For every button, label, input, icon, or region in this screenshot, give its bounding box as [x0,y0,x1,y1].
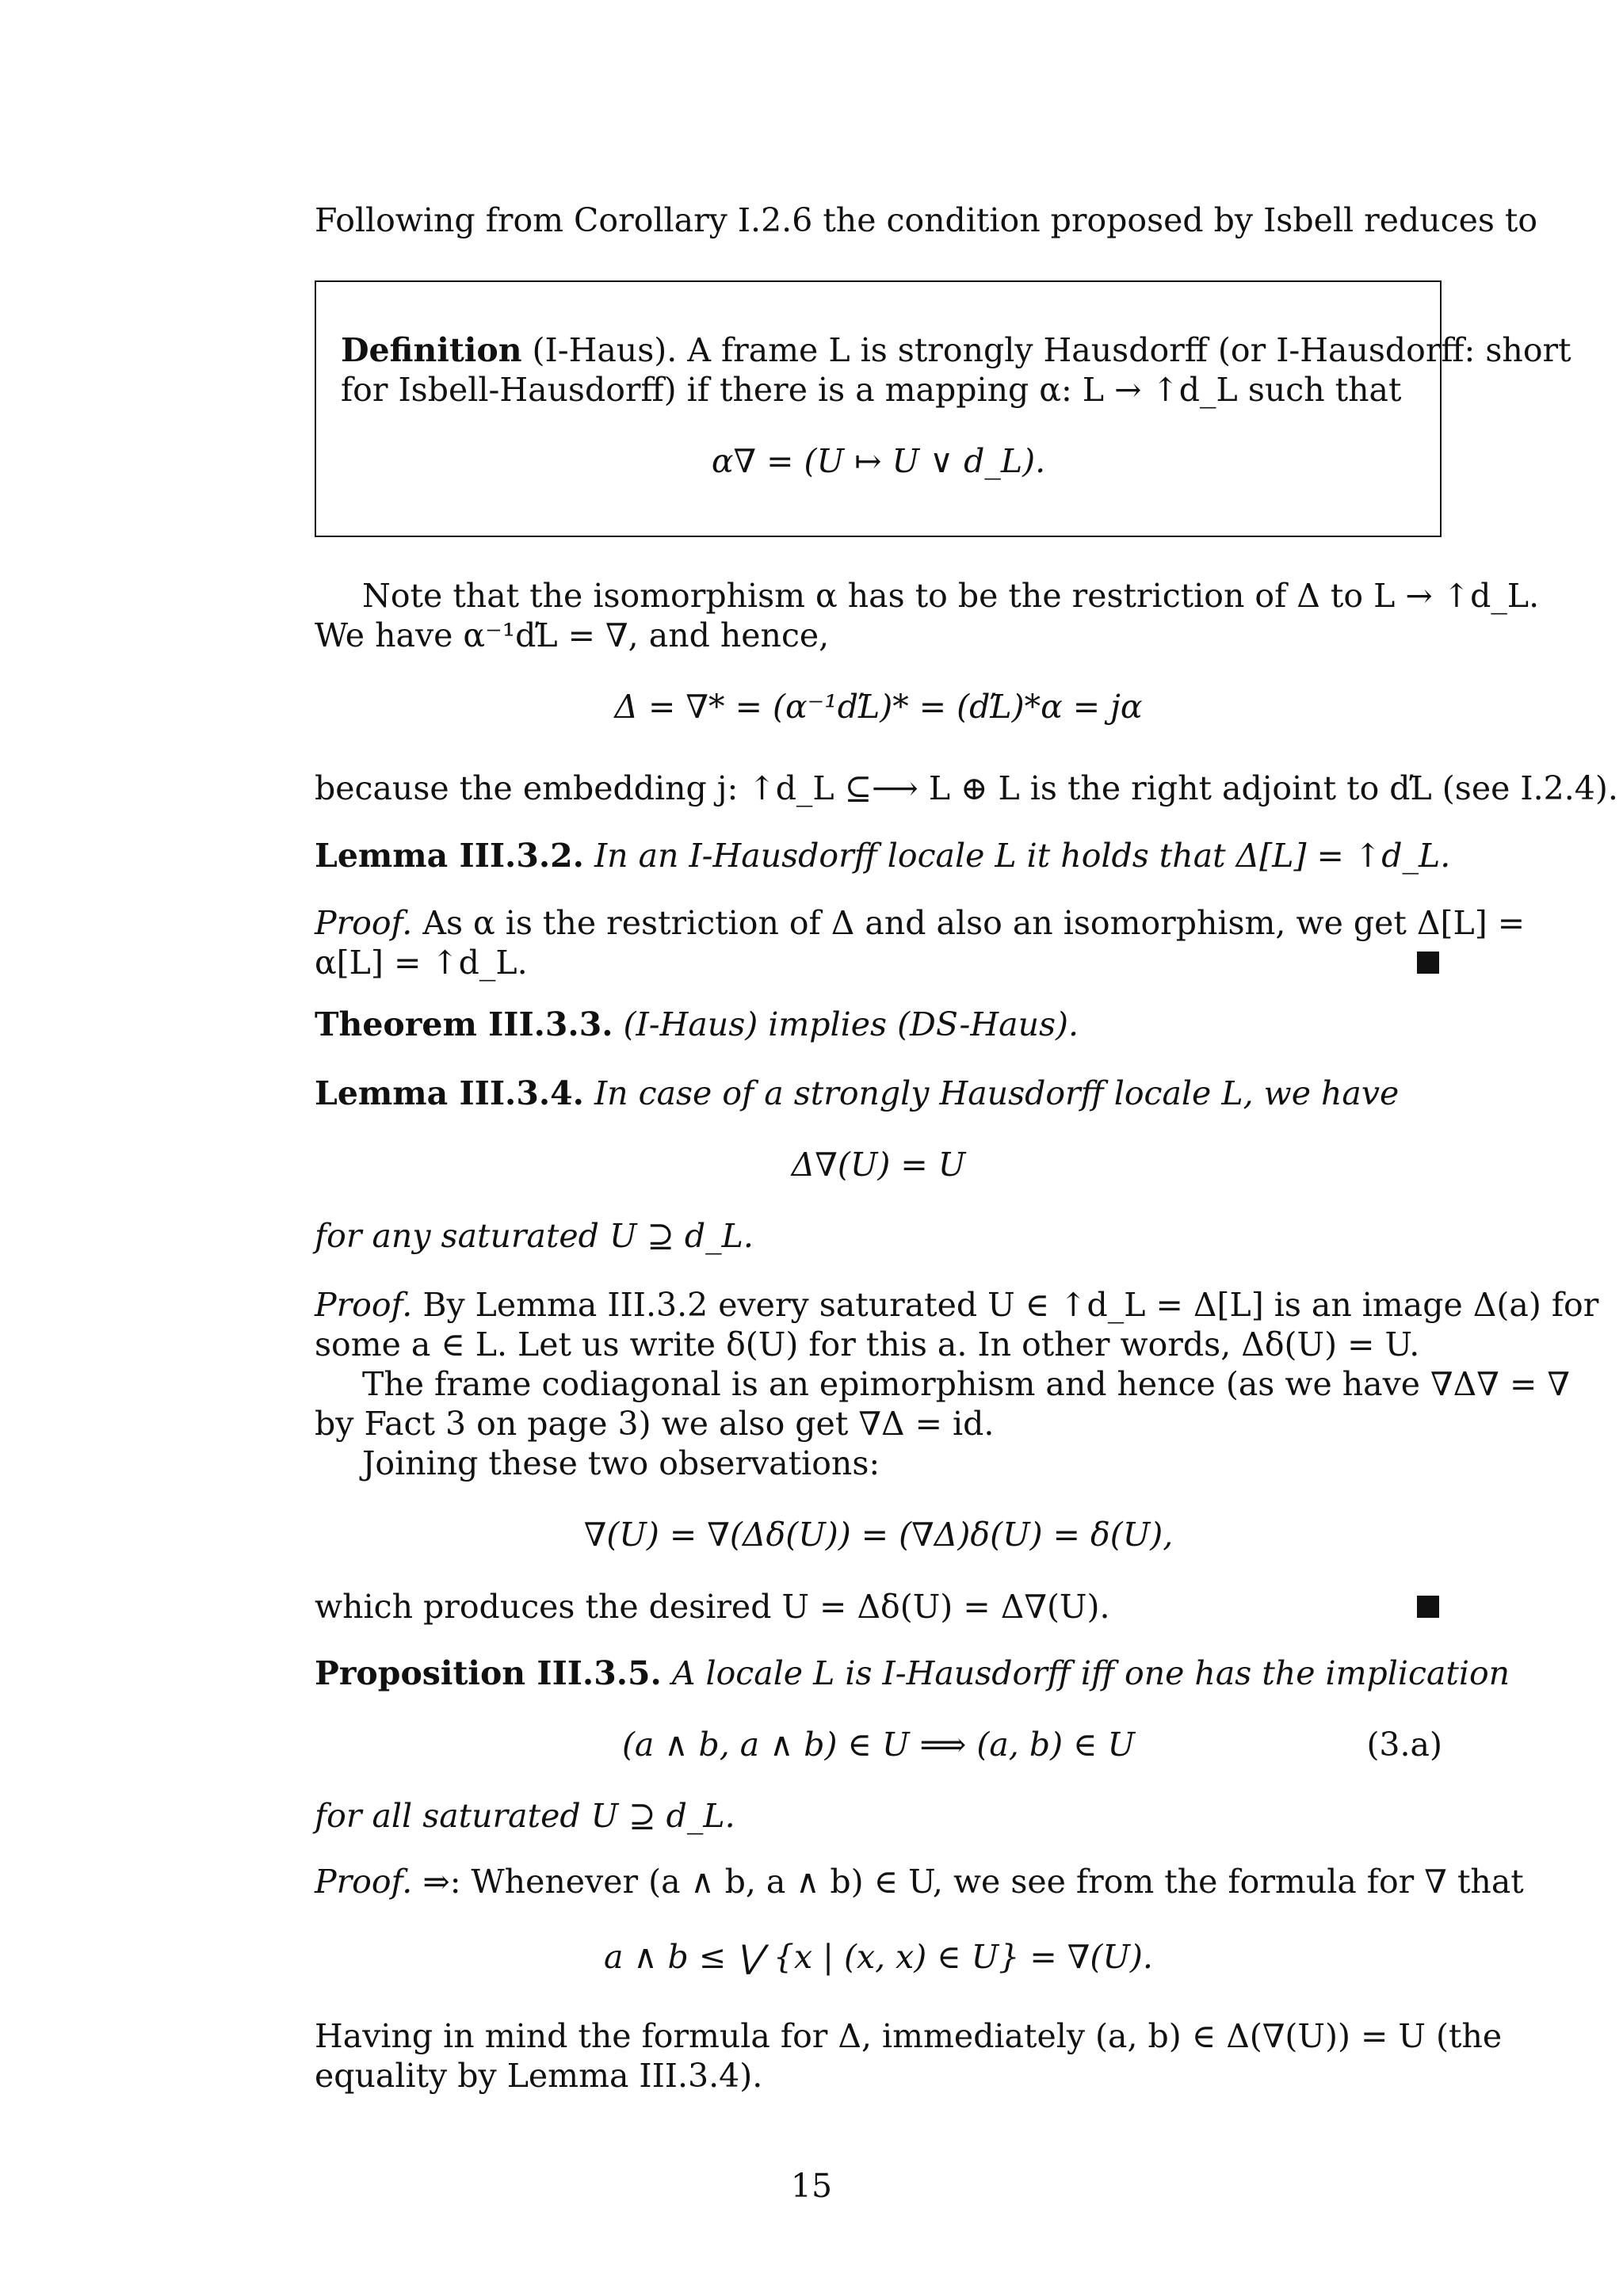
proof-label: Proof. [315,1863,413,1901]
note-line-1: Note that the isomorphism α has to be the restriction of Δ to L → ↑d_L. [362,577,1540,615]
proposition-3-3-5-tail: for all saturated U ⊇ d_L. [315,1797,735,1835]
proof-3-3-4-line-3: The frame codiagonal is an epimorphism and hence (as we have ∇Δ∇ = ∇ [362,1365,1570,1403]
proposition-3-3-5 [315,1653,1510,1693]
proposition-3-3-5-formula: (a ∧ b, a ∧ b) ∈ U ⟹ (a, b) ∈ U (3.a) [621,1726,1442,1764]
proof-3-3-2-line-1: Proof. As α is the restriction of Δ and also an isomorphism, we get Δ[L] = [315,904,1526,942]
proof-3-3-4-line-4: by Fact 3 on page 3) we also get ∇Δ = id. [315,1405,995,1443]
lemma-3-3-2-head: Lemma III.3.2. [315,837,584,875]
theorem-3-3-3 [315,1005,1442,1044]
qed-square [1417,1596,1439,1618]
equation-number: (3.a) [1366,1726,1442,1764]
qed-square [1417,952,1439,974]
intro-text: Following from Corollary I.2.6 the condition proposed by Isbell reduces to [315,201,1538,239]
proof-3-3-5-formula: a ∧ b ≤ ⋁ {x | (x, x) ∈ U} = ∇(U). [604,1938,1153,1976]
theorem-3-3-3-text: (I-Haus) implies (DS-Haus). [613,1005,1079,1043]
proof-label: Proof. [315,1286,413,1324]
theorem-3-3-3-head: Theorem III.3.3. [315,1005,613,1043]
lemma-3-3-4-head: Lemma III.3.4. [315,1074,584,1112]
proof-3-3-5-line-2: Having in mind the formula for Δ, immediately (a, b) ∈ Δ(∇(U)) = U (the [315,2017,1503,2055]
lemma-3-3-4-formula: Δ∇(U) = U [791,1146,966,1184]
definition-line-1: Definition (I-Haus). A frame L is strongly Hausdorff (or I-Hausdorff: short [341,331,1571,369]
proof-3-3-4-line-2: some a ∈ L. Let us write δ(U) for this a. In other words, Δδ(U) = U. [315,1325,1420,1363]
proof-3-3-5-line-1: Proof. ⇒: Whenever (a ∧ b, a ∧ b) ∈ U, we see from the formula for ∇ that [315,1863,1524,1901]
lemma-3-3-2 [315,836,1451,875]
definition-head: Definition [341,331,522,369]
proof-3-3-5-line-3: equality by Lemma III.3.4). [315,2057,763,2095]
note-line-3: because the embedding j: ↑d_L ⊆⟶ L ⊕ L is the right adjoint to ďL (see I.2.4). [315,769,1618,807]
page-number: 15 [790,2167,833,2205]
definition-text: A frame L is strongly Hausdorff (or I-Hausdorff: short [677,331,1571,369]
proof-3-3-4-line-1: Proof. By Lemma III.3.2 every saturated U ∈ ↑d_L = Δ[L] is an image Δ(a) for [315,1286,1599,1324]
note-line-2: We have α⁻¹ďL = ∇, and hence, [315,616,830,654]
proof-3-3-4-formula: ∇(U) = ∇(Δδ(U)) = (∇Δ)δ(U) = δ(U), [583,1516,1174,1554]
lemma-3-3-4-tail: for any saturated U ⊇ d_L. [315,1217,754,1255]
proof-3-3-2-line-2: α[L] = ↑d_L. [315,944,528,982]
lemma-3-3-2-text: In an I-Hausdorff locale L it holds that Δ[L] = ↑d_L. [583,837,1451,875]
definition-formula: α∇ = (U ↦ U ∨ d_L). [711,442,1046,480]
proposition-3-3-5-head: Proposition III.3.5. [315,1654,662,1692]
proof-label: Proof. [315,904,413,942]
lemma-3-3-4-text: In case of a strongly Hausdorff locale L, we have [583,1074,1400,1112]
definition-line-2: for Isbell-Hausdorff) if there is a mapping α: L → ↑d_L such that [341,371,1402,409]
lemma-3-3-4 [315,1074,1442,1113]
proposition-3-3-5-text: A locale L is I-Hausdorff iff one has the implication [661,1654,1510,1692]
proof-3-3-4-line-6: which produces the desired U = Δδ(U) = Δ∇(U). [315,1588,1110,1626]
proof-3-3-4-line-5: Joining these two observations: [362,1444,880,1482]
note-formula: Δ = ∇* = (α⁻¹ďL)* = (ďL)*α = jα [614,688,1143,726]
